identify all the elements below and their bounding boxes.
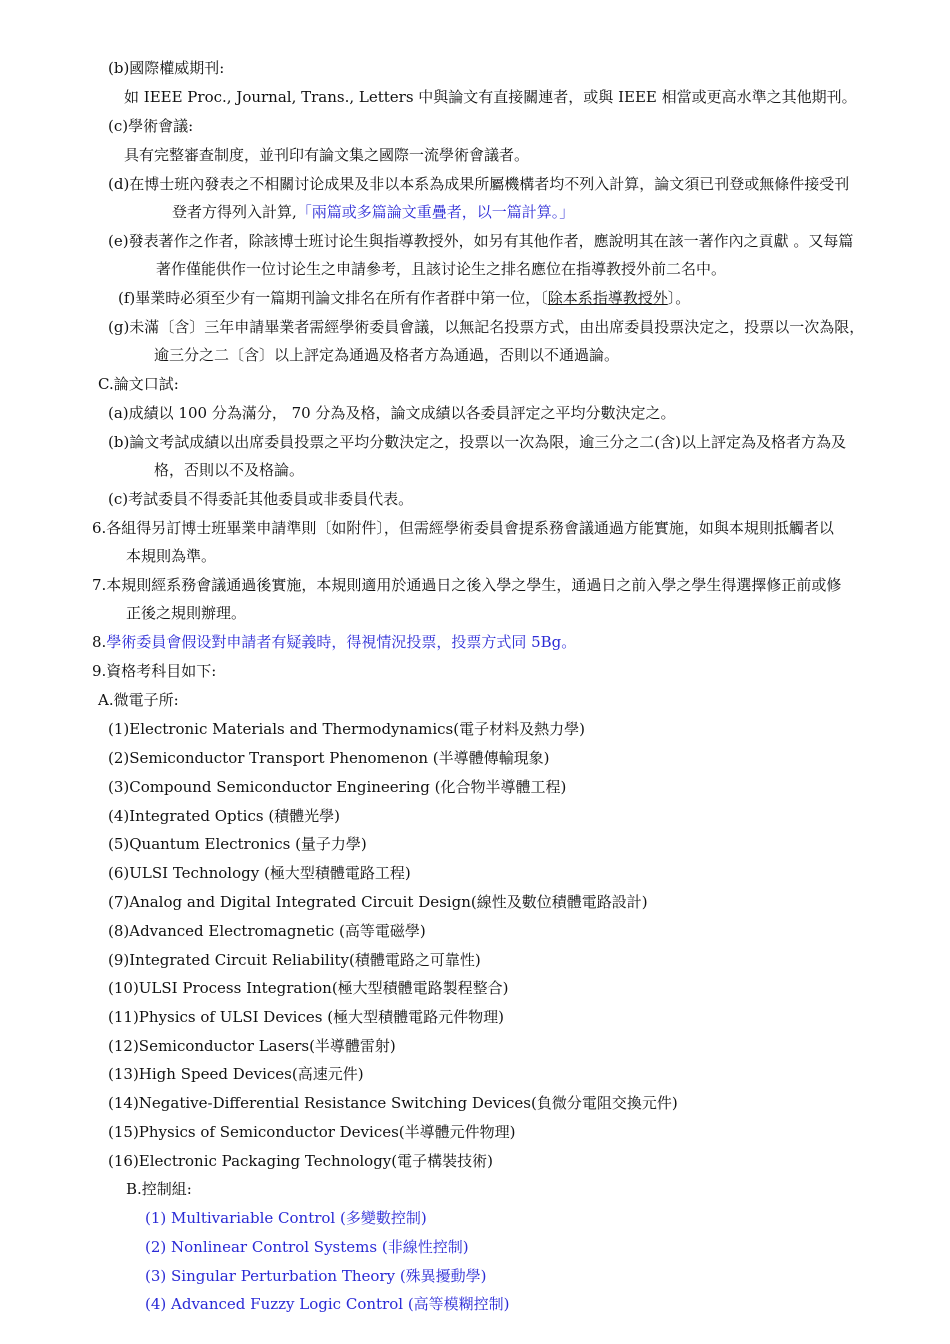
group-a-subject: (5)Quantum Electronics (量子力學) bbox=[108, 835, 367, 853]
group-a-subject: (11)Physics of ULSI Devices (極大型積體電路元件物理) bbox=[108, 1008, 504, 1026]
section-c-b-line2: 格，否則以不及格論。 bbox=[154, 461, 305, 479]
item-f-line bbox=[118, 288, 690, 308]
group-b-subject: (3) Singular Perturbation Theory (殊異擾動學) bbox=[145, 1267, 487, 1285]
rule-6-line1: 6.各組得另訂博士班畢業申請準則〔如附件〕，但需經學術委員會提系務會議通過方能實施，如與本規則抵觸者以 bbox=[92, 519, 834, 537]
group-a-subject: (3)Compound Semiconductor Engineering (化合物半導體工程) bbox=[108, 778, 567, 796]
group-b-heading: B.控制組: bbox=[126, 1180, 192, 1198]
group-a-subject: (16)Electronic Packaging Technology(電子構裝技術) bbox=[108, 1152, 493, 1170]
section-c-heading: C.論文口試: bbox=[98, 375, 179, 393]
group-a-subject: (14)Negative-Differential Resistance Switching Devices(負微分電阻交換元件) bbox=[108, 1094, 678, 1112]
section-c-c: (c)考試委員不得委託其他委員或非委員代表。 bbox=[108, 490, 414, 508]
section-c-a: (a)成績以 100 分為滿分， 70 分為及格，論文成績以各委員評定之平均分數決定之。 bbox=[108, 404, 676, 422]
rule-8-number: 8. bbox=[92, 633, 107, 651]
group-b-subject: (1) Multivariable Control (多變數控制) bbox=[145, 1209, 427, 1227]
item-b-body: 如 IEEE Proc., Journal, Trans., Letters 中與論文有直接關連者，或與 IEEE 相當或更高水準之其他期刊。 bbox=[124, 88, 857, 106]
item-f-prefix: (f)畢業時必須至少有一篇期刊論文排名在所有作者群中第一位，〔 bbox=[118, 289, 548, 307]
group-b-subject: (4) Advanced Fuzzy Logic Control (高等模糊控制) bbox=[145, 1295, 510, 1313]
item-f-underlined: 除本系指導教授外 bbox=[547, 289, 668, 307]
group-a-subject: (2)Semiconductor Transport Phenomenon (半導體傳輸現象) bbox=[108, 749, 550, 767]
item-d-line2-plain: 登者方得列入計算, bbox=[172, 203, 297, 221]
rule-7-line1: 7.本規則經系務會議通過後實施，本規則適用於通過日之後入學之學生，通過日之前入學之學生得選擇修正前或修 bbox=[92, 576, 842, 594]
item-d-line2-highlight: 「兩篇或多篇論文重疊者，以一篇計算。」 bbox=[296, 203, 575, 221]
item-c-heading: (c)學術會議: bbox=[108, 117, 194, 135]
rule-6-line2: 本規則為準。 bbox=[126, 547, 217, 565]
item-e-line2: 著作僅能供作一位讨论生之申請參考，且該讨论生之排名應位在指導教授外前二名中。 bbox=[156, 260, 727, 278]
rule-9: 9.資格考科目如下: bbox=[92, 662, 217, 680]
item-e-line1: (e)發表著作之作者，除該博士班讨论生與指導教授外，如另有其他作者，應說明其在該一著作內之貢獻 。又每篇 bbox=[108, 232, 854, 250]
group-b-subject: (2) Nonlinear Control Systems (非線性控制) bbox=[145, 1238, 469, 1256]
item-c-body: 具有完整審查制度，並刊印有論文集之國際一流學術會議者。 bbox=[124, 146, 530, 164]
item-g-line2: 逾三分之二〔含〕以上評定為通過及格者方為通過，否則以不通過論。 bbox=[154, 346, 620, 364]
group-a-subject: (12)Semiconductor Lasers(半導體雷射) bbox=[108, 1037, 396, 1055]
item-g-line1: (g)未滿〔含〕三年申請畢業者需經學術委員會議，以無記名投票方式，由出席委員投票決定之，投票以一次為限， bbox=[108, 318, 865, 336]
item-d-line1: (d)在博士班內發表之不相關讨论成果及非以本系為成果所屬機構者均不列入計算，論文須已刊登或無條件接受刊 bbox=[108, 175, 850, 193]
group-a-subject: (4)Integrated Optics (積體光學) bbox=[108, 807, 341, 825]
item-f-suffix: 〕。 bbox=[667, 289, 691, 307]
item-d-line2 bbox=[172, 202, 574, 222]
group-a-subject: (8)Advanced Electromagnetic (高等電磁學) bbox=[108, 922, 426, 940]
group-a-subject: (7)Analog and Digital Integrated Circuit Design(線性及數位積體電路設計) bbox=[108, 893, 648, 911]
group-a-subject: (6)ULSI Technology (極大型積體電路工程) bbox=[108, 864, 411, 882]
rule-8-text: 學術委員會假设對申請者有疑義時，得視情況投票，投票方式同 5Bg。 bbox=[106, 633, 577, 651]
group-a-subject: (15)Physics of Semiconductor Devices(半導體元件物理) bbox=[108, 1123, 516, 1141]
rule-8 bbox=[92, 632, 576, 652]
group-a-subject: (9)Integrated Circuit Reliability(積體電路之可靠性) bbox=[108, 951, 481, 969]
group-a-subject: (10)ULSI Process Integration(極大型積體電路製程整合) bbox=[108, 979, 509, 997]
group-a-subject: (13)High Speed Devices(高速元件) bbox=[108, 1065, 364, 1083]
group-a-subject: (1)Electronic Materials and Thermodynamics(電子材料及熱力學) bbox=[108, 720, 585, 738]
rule-7-line2: 正後之規則辦理。 bbox=[126, 604, 247, 622]
section-c-b-line1: (b)論文考試成績以出席委員投票之平均分數決定之，投票以一次為限，逾三分之二(含)以上評定為及格者方為及 bbox=[108, 433, 847, 451]
item-b-heading: (b)國際權威期刊: bbox=[108, 59, 225, 77]
group-a-heading: A.微電子所: bbox=[98, 691, 179, 709]
